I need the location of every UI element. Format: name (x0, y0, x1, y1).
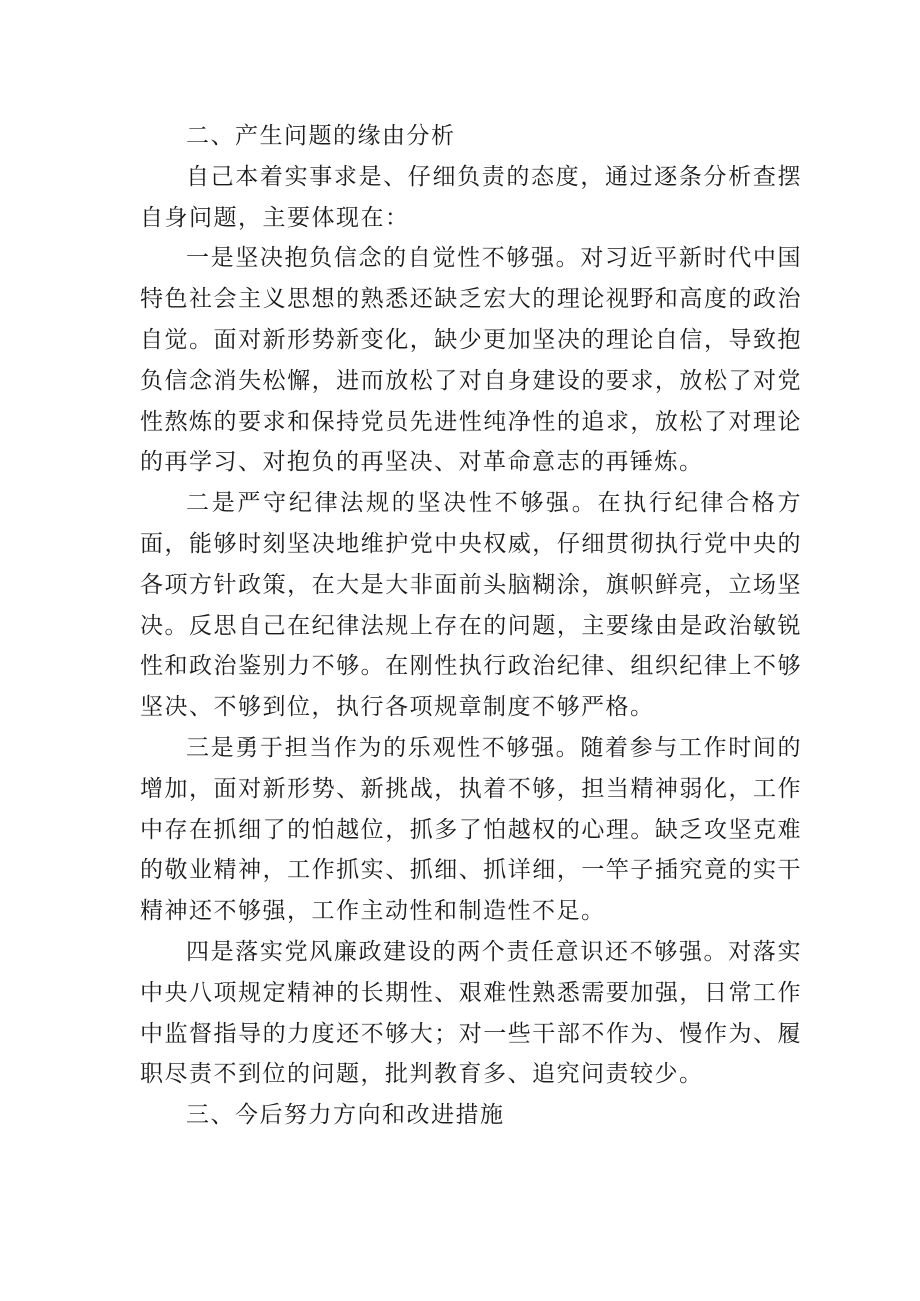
section-heading-2: 二、产生问题的缘由分析 (186, 123, 456, 149)
point-3-paragraph: 三是勇于担当作为的乐观性不够强。随着参与工作时间的增加，面对新形势、新挑战，执着不够，担当精神弱化，工作中存在抓细了的怕越位，抓多了怕越权的心理。缺乏攻坚克难的敬业精神，工作抓实、抓细、抓详细，一竿子插究竟的实干精神还不够强，工作主动性和制造性不足。 (140, 734, 802, 925)
point-1-paragraph: 一是坚决抱负信念的自觉性不够强。对习近平新时代中国特色社会主义思想的熟悉还缺乏宏大的理论视野和高度的政治自觉。面对新形势新变化，缺少更加坚决的理论自信，导致抱负信念消失松懈，进而放松了对自身建设的要求，放松了对党性熬炼的要求和保持党员先进性纯净性的追求，放松了对理论的再学习、对抱负的再坚决、对革命意志的再锤炼。 (140, 245, 802, 476)
point-2-paragraph: 二是严守纪律法规的坚决性不够强。在执行纪律合格方面，能够时刻坚决地维护党中央权威，仔细贯彻执行党中央的各项方针政策，在大是大非面前头脑糊涂，旗帜鲜亮，立场坚决。反思自己在纪律法规上存在的问题，主要缘由是政治敏锐性和政治鉴别力不够。在刚性执行政治纪律、组织纪律上不够坚决、不够到位，执行各项规章制度不够严格。 (140, 490, 802, 721)
document-body (140, 116, 802, 1136)
intro-paragraph: 自己本着实事求是、仔细负责的态度，通过逐条分析查摆自身问题，主要体现在： (140, 163, 802, 231)
point-4-paragraph: 四是落实党风廉政建设的两个责任意识还不够强。对落实中央八项规定精神的长期性、艰难性熟悉需要加强，日常工作中监督指导的力度还不够大；对一些干部不作为、慢作为、履职尽责不到位的问题，批判教育多、追究问责较少。 (140, 938, 802, 1088)
section-heading-3: 三、今后努力方向和改进措施 (186, 1102, 505, 1129)
